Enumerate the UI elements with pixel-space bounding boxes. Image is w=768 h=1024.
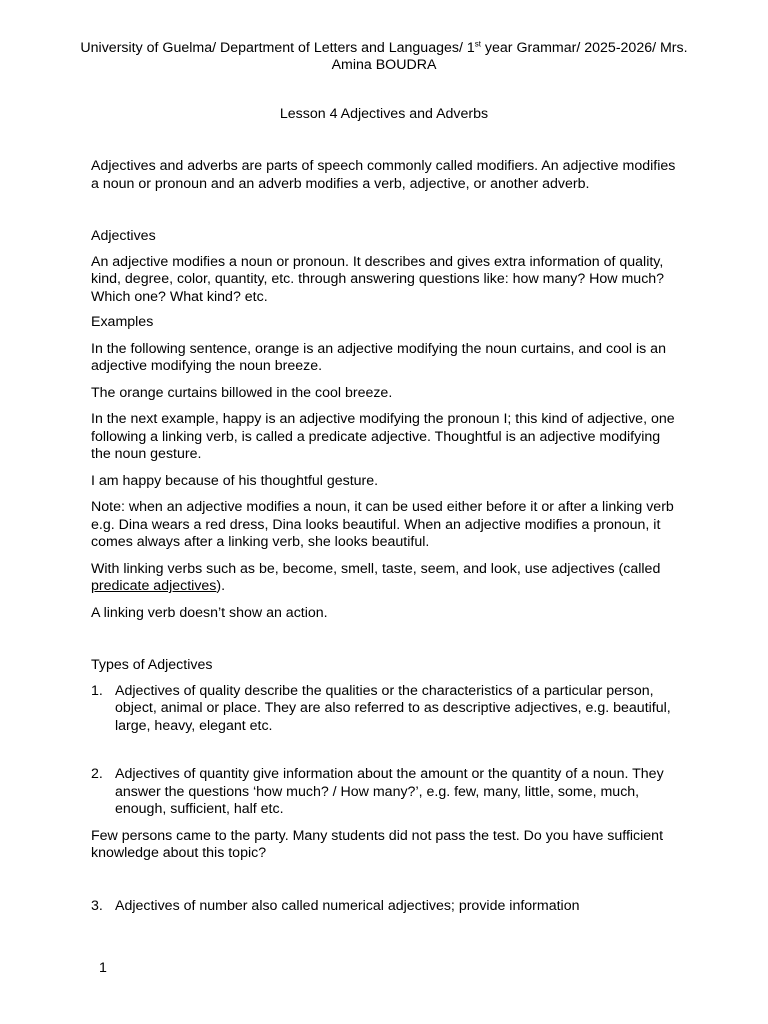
lesson-title: Lesson 4 Adjectives and Adverbs bbox=[279, 106, 489, 122]
list-item-text: Adjectives of quantity give information about the amount or the quantity of a noun. They answer the questions ‘how much? / How many?’, e.g. few, many, little, some, much, enough, sufficient, half etc. bbox=[115, 766, 664, 817]
list-item-number: 1. bbox=[91, 682, 103, 699]
page-number: 1 bbox=[99, 960, 107, 976]
linking-verbs-paragraph bbox=[91, 561, 681, 596]
linking-verbs-text: With linking verbs such as be, become, smell, taste, seem, and look, use adjectives (called bbox=[91, 560, 661, 577]
intro-paragraph: Adjectives and adverbs are parts of speech commonly called modifiers. An adjective modifies a noun or pronoun and an adverb modifies a verb, adjective, or another adverb. bbox=[91, 158, 676, 192]
example-2-explanation: In the next example, happy is an adjective modifying the pronoun I; this kind of adjective, one following a linking verb, is called a predicate adjective. Thoughtful is an adjective modifying the noun gesture. bbox=[91, 411, 675, 462]
list-item bbox=[91, 683, 681, 736]
list-item bbox=[91, 766, 681, 819]
examples-heading: Examples bbox=[91, 314, 154, 330]
document-body bbox=[91, 158, 681, 915]
list-item-text: Adjectives of quality describe the qualities or the characteristics of a particular person, object, animal or place. They are also referred to as descriptive adjectives, e.g. beautiful, large, heavy, elegant etc. bbox=[115, 682, 671, 734]
example-1-sentence: The orange curtains billowed in the cool breeze. bbox=[91, 384, 393, 401]
list-item bbox=[91, 898, 681, 916]
predicate-adjectives-link[interactable]: predicate adjectives bbox=[91, 578, 217, 594]
example-1-explanation: In the following sentence, orange is an adjective modifying the noun curtains, and cool is an adjective modifying the noun breeze. bbox=[91, 340, 666, 374]
page-header bbox=[20, 40, 748, 74]
header-superscript: st bbox=[474, 39, 481, 49]
list-item-number: 3. bbox=[91, 897, 103, 914]
types-heading: Types of Adjectives bbox=[91, 657, 213, 673]
note-paragraph: Note: when an adjective modifies a noun, it can be used either before it or after a linking verb e.g. Dina wears a red dress, Dina looks beautiful. When an adjective modifies a pronoun, it comes always after a linking verb, she looks beautiful. bbox=[91, 499, 674, 550]
adjectives-definition: An adjective modifies a noun or pronoun. It describes and gives extra information of quality, kind, degree, color, quantity, etc. through answering questions like: how many? How much? Which one? What kind? etc. bbox=[91, 253, 665, 305]
header-line-2: Amina BOUDRA bbox=[331, 57, 437, 73]
example-2-sentence: I am happy because of his thoughtful gesture. bbox=[91, 472, 379, 489]
quantity-examples: Few persons came to the party. Many students did not pass the test. Do you have sufficient knowledge about this topic? bbox=[91, 827, 664, 861]
adjectives-heading: Adjectives bbox=[91, 228, 156, 244]
list-item-text: Adjectives of number also called numerical adjectives; provide information bbox=[115, 897, 580, 914]
header-line-1-text: University of Guelma/ Department of Letters and Languages/ 1 bbox=[80, 40, 475, 56]
list-item-number: 2. bbox=[91, 766, 103, 782]
types-list-continued bbox=[91, 898, 681, 916]
linking-verbs-close: ). bbox=[216, 578, 226, 594]
types-list bbox=[91, 683, 681, 819]
header-line-1-rest: year Grammar/ 2025-2026/ Mrs. bbox=[480, 40, 688, 56]
linking-verb-definition: A linking verb doesn’t show an action. bbox=[91, 604, 328, 621]
header-line-1 bbox=[20, 40, 748, 57]
